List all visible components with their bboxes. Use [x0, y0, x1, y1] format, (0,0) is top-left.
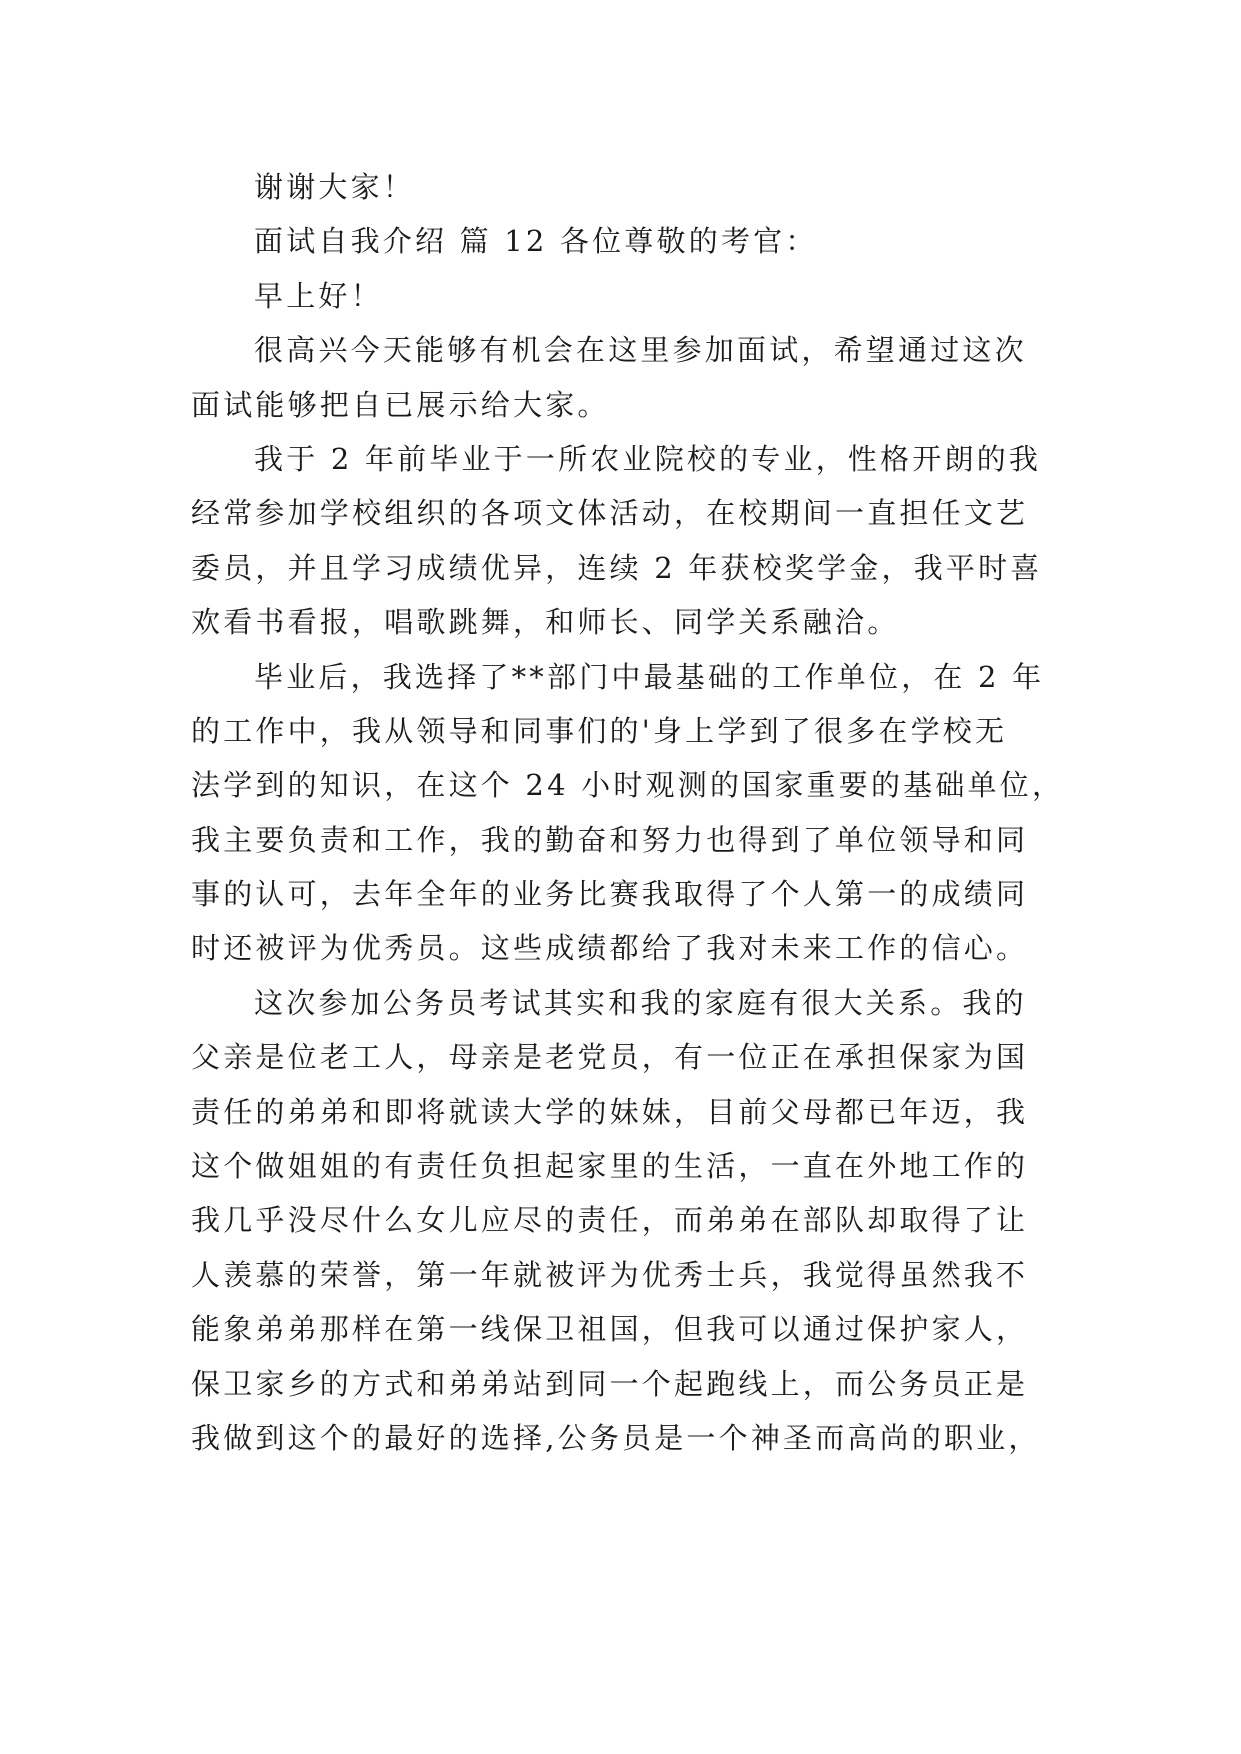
text-line: 欢看书看报，唱歌跳舞，和师长、同学关系融洽。: [191, 605, 900, 640]
text-line: 我于 2 年前毕业于一所农业院校的专业，性格开朗的我: [254, 441, 1042, 476]
text-line: 面试能够把自已展示给大家。: [191, 387, 610, 422]
text-line: 人羡慕的荣誉，第一年就被评为优秀士兵，我觉得虽然我不: [191, 1257, 1029, 1292]
section-heading: 面试自我介绍 篇 12 各位尊敬的考官：: [254, 224, 818, 259]
text-line: 很高兴今天能够有机会在这里参加面试，希望通过这次: [254, 333, 1027, 368]
text-line: 法学到的知识，在这个 24 小时观测的国家重要的基础单位，: [191, 768, 1065, 803]
text-line: 能象弟弟那样在第一线保卫祖国，但我可以通过保护家人，: [191, 1312, 1029, 1347]
text-line: 我几乎没尽什么女儿应尽的责任，而弟弟在部队却取得了让: [191, 1203, 1029, 1238]
text-line: 事的认可，去年全年的业务比赛我取得了个人第一的成绩同: [191, 877, 1029, 912]
text-line: 责任的弟弟和即将就读大学的妹妹，目前父母都已年迈，我: [191, 1094, 1029, 1129]
text-line: 的工作中，我从领导和同事们的'身上学到了很多在学校无: [191, 713, 1008, 748]
text-line: 我主要负责和工作，我的勤奋和努力也得到了单位领导和同: [191, 822, 1029, 857]
text-line: 这次参加公务员考试其实和我的家庭有很大关系。我的: [254, 985, 1027, 1020]
text-line: 经常参加学校组织的各项文体活动，在校期间一直担任文艺: [191, 496, 1029, 531]
text-line: 父亲是位老工人，母亲是老党员，有一位正在承担保家为国: [191, 1040, 1029, 1075]
text-line: 委员，并且学习成绩优异，连续 2 年获校奖学金，我平时喜: [191, 550, 1043, 585]
document-page: [191, 160, 1065, 1465]
text-line: 早上好！: [254, 278, 383, 313]
text-line: 我做到这个的最好的选择,公务员是一个神圣而高尚的职业，: [191, 1420, 1041, 1455]
text-line: 毕业后，我选择了**部门中最基础的工作单位，在 2 年: [254, 659, 1045, 694]
text-line: 时还被评为优秀员。这些成绩都给了我对未来工作的信心。: [191, 931, 1029, 966]
text-line: 谢谢大家！: [254, 170, 416, 204]
text-line: 这个做姐姐的有责任负担起家里的生活，一直在外地工作的: [191, 1149, 1029, 1184]
text-line: 保卫家乡的方式和弟弟站到同一个起跑线上，而公务员正是: [191, 1366, 1029, 1401]
